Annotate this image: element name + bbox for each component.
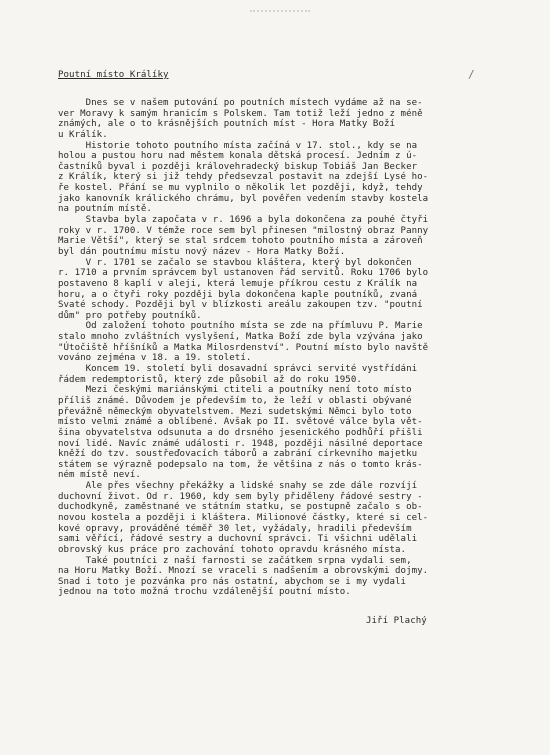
text-line: u Králík. [58,129,108,140]
text-line: z Králík, který si již tehdy předsevzal postavit na zdejší Lysé ho- [58,172,429,183]
text-line: převážně německým obyvatelstvem. Mezi sudetskými Němci bylo toto [58,406,412,417]
text-line: obrovský kus práce pro zachování tohoto opravdu krásného místa. [58,544,407,555]
text-line: dům" pro potřeby poutníků. [58,310,202,321]
text-line: řádem redemptoristů, který zde působil až do roku 1950. [58,374,362,385]
text-line: známých, ale o to krásnějších poutních míst - Hora Matky Boží [58,119,396,130]
text-line: sami věřící, řádové sestry a duchovní správci. Ti všichni udělali [58,534,418,545]
text-line: Snad i toto je pozvánka pro nás ostatní, abychom se i my vydali [58,576,407,587]
text-line: na Horu Matky Boží. Mnozí se vraceli s nadšením a obrovskými dojmy. [58,566,429,577]
text-line: kové opravy, prováděné téměř 30 let, vyžádaly, hradili především [58,523,412,534]
text-line: častníků byval i později královehradecký biskup Tobiáš Jan Becker [58,161,418,172]
text-line: ném místě neví. [58,470,141,481]
text-line: roky v r. 1700. V témže roce sem byl přinesen "milostný obraz Panny [58,225,429,236]
text-line: Ale přes všechny překážky a lidské snahy se zde dále rozvíjí [58,481,418,492]
text-line: horu, a o čtyři roky později byla dokončena kaple poutníků, zvaná [58,289,418,300]
text-line: Také poutníci z naší farnosti se začátkem srpna vydali sem, [58,555,412,566]
text-line: jednou na toto možná trochu vzdálenější poutní místo. [58,587,351,598]
text-line: místo velmi známé a oblíbené. Avšak po II. světové válce byla vět- [58,417,423,428]
text-line: Koncem 19. století byli dosavadní správci servité vystřídáni [58,364,418,375]
text-line: noví lidé. Navíc známé události r. 1948, později násilné deportace [58,438,423,449]
text-line: vováno zejména v 18. a 19. století. [58,353,252,364]
text-line: byl dán poutnímu místu nový název - Hora Matky Boží. [58,246,346,257]
text-line: r. 1710 a prvním správcem byl ustanoven řád servitů. Roku 1706 bylo [58,268,429,279]
document-title: Poutní místo Králíky [58,70,169,80]
margin-mark: / [468,68,475,81]
text-line: Historie tohoto poutního místa začíná v 17. stol., kdy se na [58,140,418,151]
text-line: Marie Větší", který se stal srdcem tohoto poutního místa a zároveň [58,236,423,247]
text-line: kněží do tzv. soustřeďovacích táborů a zabrání církevního majetku [58,449,418,460]
text-line: příliš známé. Důvodem je především to, že leží v oblasti obývané [58,395,412,406]
text-line: Stavba byla započata v r. 1696 a byla dokončena za pouhé čtyři [58,215,429,226]
text-line: jako kanovník králického chrámu, byl pověřen vedením stavby kostela [58,193,429,204]
document-body [58,98,488,598]
text-line: V r. 1701 se začalo se stavbou kláštera, který byl dokončen [58,257,412,268]
text-line: novou kostela a později i kláštera. Milionové částky, které si cel- [58,512,429,523]
author-signature: Jiří Plachý [366,616,427,626]
text-line: na poutním místě. [58,204,152,215]
text-line: státem se výrazně podepsalo na tom, že většina z nás o tomto krás- [58,459,423,470]
text-line: ře kostel. Přání se mu vyplnilo o několik let později, když, tehdy [58,183,423,194]
text-line: Dnes se v našem putování po poutních místech vydáme až na se- [58,98,423,108]
text-line: ver Moravy k samým hranicím s Polskem. Tam totiž leží jedno z méně [58,108,423,119]
text-line: duchodkyně, zaměstnané ve státním statku, se postupně začalo s ob- [58,502,423,513]
text-line: šina obyvatelstva odsunuta a do drsného jesenického podhůří přišli [58,427,423,438]
text-line: postaveno 8 kaplí v aleji, která lemuje příkrou cestu z Králík na [58,278,418,289]
bleed-through-marks [250,10,310,20]
text-line: duchovní život. Od r. 1960, kdy sem byly přiděleny řádové sestry - [58,491,423,502]
text-line: Od založení tohoto poutního místa se zde na přímluvu P. Marie [58,321,423,332]
text-line: holou a pustou horu nad městem konala dětská procesí. Jedním z ú- [58,151,418,162]
text-line: "Útočiště hříšníků a Matka Milosrdenství". Poutní místo bylo navště [58,342,429,353]
text-line: stalo mnoho zvláštních vyslyšení, Matka Boží zde byla vzývána jako [58,332,423,343]
text-line: Mezi českými mariánskými ctiteli a poutníky není toto místo [58,385,412,396]
text-line: Svaté schody. Později byl v blízkosti areálu zakoupen tzv. "poutní [58,300,423,311]
